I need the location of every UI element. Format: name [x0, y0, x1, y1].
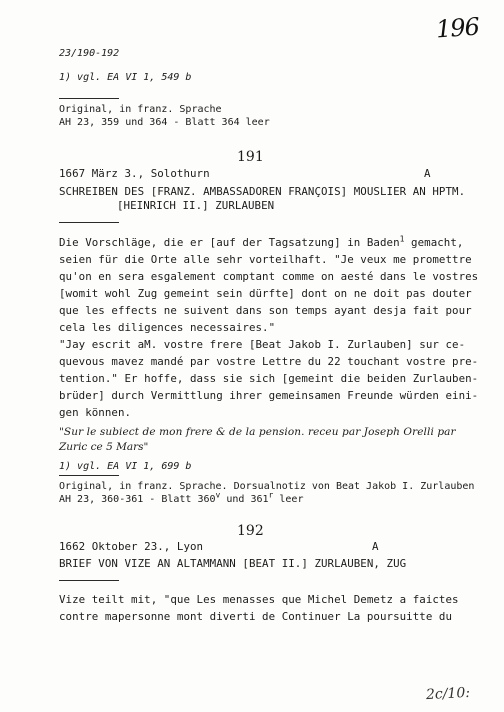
doc191-title-line2: [HEINRICH II.] ZURLAUBEN	[117, 199, 275, 212]
doc191-body-line: seien für die Orte alle sehr vorteilhaft. "Je veux me promettre	[59, 253, 472, 266]
doc192-marker: A	[372, 540, 379, 553]
doc191-body-line: quevous mavez mandé par vostre Lettre du 22 touchant vostre pre-	[59, 355, 479, 368]
doc191-date-place: 1667 März 3., Solothurn	[59, 167, 210, 180]
footnote-marker: 1	[399, 234, 405, 244]
doc191-body-line: brüder] durch Vermittlung ihrer gemeinsamen Freunde würden eini-	[59, 389, 479, 402]
doc191-body-line: cela les diligences necessaires."	[59, 321, 276, 334]
doc191-title-line1: SCHREIBEN DES [FRANZ. AMBASSADOREN FRANÇOIS] MOUSLIER AN HPTM.	[59, 185, 466, 198]
separator-rule	[59, 222, 119, 223]
top-source-note-line2: AH 23, 359 und 364 - Blatt 364 leer	[59, 117, 270, 128]
doc191-body-line: [womit wohl Zug gemeint sein dürfte] dont on ne doit pas douter	[59, 287, 472, 300]
doc192-body-line: Vize teilt mit, "que Les menasses que Michel Demetz a faictes	[59, 593, 459, 606]
doc191-body-line: qu'on en sera esgalement comptant comme on aesté dans le vostres	[59, 270, 479, 283]
doc191-script-quote-line1: "Sur le subiect de mon frere & de la pension. receu par Joseph Orelli par	[59, 426, 456, 438]
doc191-marker: A	[424, 167, 431, 180]
doc192-date-place: 1662 Oktober 23., Lyon	[59, 540, 204, 553]
separator-rule	[59, 98, 119, 99]
handwritten-page-number: 196	[435, 12, 480, 44]
top-source-note-line1: Original, in franz. Sprache	[59, 104, 222, 115]
document-number-191: 191	[237, 149, 264, 165]
doc191-footnote: 1) vgl. EA VI 1, 699 b	[59, 461, 192, 472]
doc191-body-line: Die Vorschläge, die er [auf der Tagsatzung] in Baden$^1$ gemacht,	[59, 234, 464, 249]
doc191-script-quote-line2: Zuric ce 5 Mars"	[59, 441, 149, 453]
doc191-body-line: que les effects ne suivent dans son temps ayant desja fait pour	[59, 304, 472, 317]
handwritten-footer-mark: 2c/10:	[425, 684, 471, 704]
doc191-body-line: "Jay escrit aM. vostre frere [Beat Jakob I. Zurlauben] sur ce-	[59, 338, 466, 351]
separator-rule	[59, 580, 119, 581]
top-footnote: 1) vgl. EA VI 1, 549 b	[59, 72, 192, 83]
doc191-source-note-line1: Original, in franz. Sprache. Dorsualnotiz von Beat Jakob I. Zurlauben	[59, 481, 475, 492]
doc192-body-line: contre mapersonne mont diverti de Continuer La poursuitte du	[59, 610, 453, 623]
doc192-title-line1: BRIEF VON VIZE AN ALTAMMANN [BEAT II.] ZURLAUBEN, ZUG	[59, 557, 407, 570]
doc191-body-line: tention." Er hoffe, dass sie sich [gemeint die beiden Zurlauben-	[59, 372, 479, 385]
archive-reference: 23/190-192	[59, 48, 120, 59]
doc191-source-note-line2: AH 23, 360-361 - Blatt 360$^v$ und 361$^r$ leer	[59, 490, 304, 505]
doc191-body-line: gen können.	[59, 406, 132, 419]
separator-rule	[59, 475, 119, 476]
document-number-192: 192	[237, 523, 264, 539]
